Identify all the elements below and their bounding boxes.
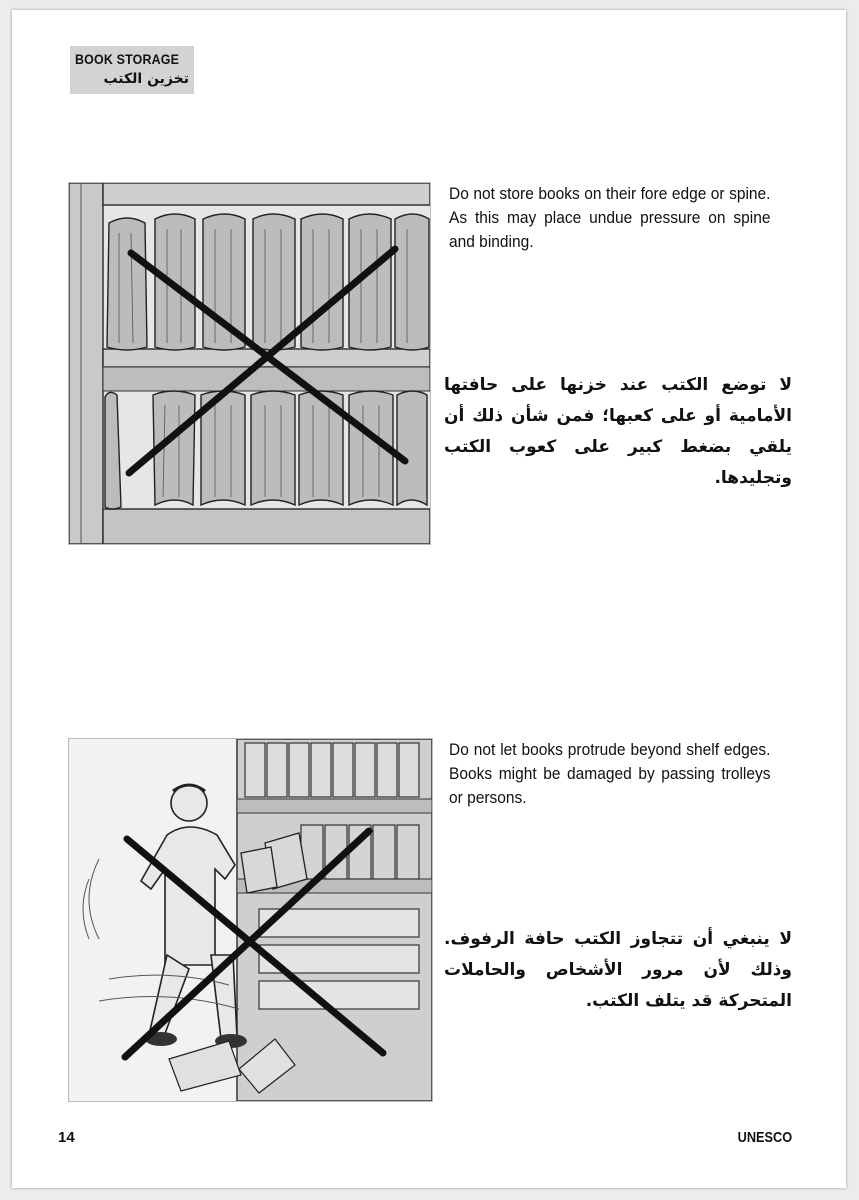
publisher-name: UNESCO	[737, 1129, 792, 1146]
section-2-text-ar: لا ينبغي أن تتجاوز الكتب حافة الرفوف. وذلك لأن مرور الأشخاص والحاملات المتحركة قد يتلف الكتب.	[444, 929, 792, 1011]
shelf-drawing	[69, 183, 430, 544]
section-1-text-en: Do not store books on their fore edge or spine. As this may place undue pressure on spine and binding.	[449, 185, 771, 251]
section-2-text-en: Do not let books protrude beyond shelf edges. Books might be damaged by passing trolleys or persons.	[449, 741, 771, 807]
page-number: 14	[58, 1129, 75, 1146]
illustration-books-on-fore-edge	[68, 182, 431, 545]
header-title-en: BOOK STORAGE	[75, 52, 180, 67]
section-header	[70, 46, 194, 94]
illustration-books-protruding	[68, 738, 433, 1102]
header-title-ar: تخزين الكتب	[103, 71, 189, 87]
document-page	[12, 10, 846, 1188]
protruding-books-drawing	[69, 739, 432, 1101]
section-1-text-ar: لا توضع الكتب عند خزنها على حافتها الأمامية أو على كعبها؛ فمن شأن ذلك أن يلقي بضغط كبير على كعوب الكتب وتجليدها.	[444, 375, 792, 488]
